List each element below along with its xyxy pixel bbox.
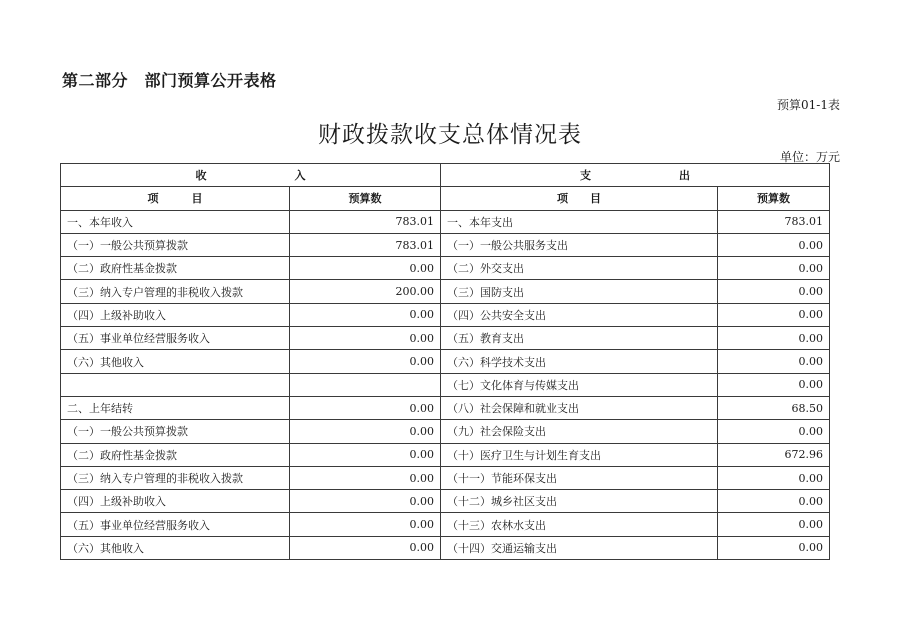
expense-value-cell: 0.00 xyxy=(718,420,830,443)
income-header: 收 入 xyxy=(61,164,441,187)
expense-item-cell: （八）社会保障和就业支出 xyxy=(441,396,718,419)
income-value-cell: 0.00 xyxy=(290,466,441,489)
income-value-cell: 0.00 xyxy=(290,513,441,536)
table-row xyxy=(61,327,830,350)
expense-value-cell: 68.50 xyxy=(718,396,830,419)
expense-item-cell: （一）一般公共服务支出 xyxy=(441,233,718,256)
expense-value-cell: 672.96 xyxy=(718,443,830,466)
expense-item-cell: （六）科学技术支出 xyxy=(441,350,718,373)
table-row xyxy=(61,490,830,513)
budget-table xyxy=(60,163,830,560)
income-item-cell: （一）一般公共预算拨款 xyxy=(61,420,290,443)
table-row xyxy=(61,443,830,466)
income-item-cell: （四）上级补助收入 xyxy=(61,490,290,513)
income-value-cell: 0.00 xyxy=(290,396,441,419)
income-value-cell: 0.00 xyxy=(290,303,441,326)
table-row xyxy=(61,513,830,536)
table-row xyxy=(61,303,830,326)
income-item-cell xyxy=(61,373,290,396)
income-item-cell: 一、本年收入 xyxy=(61,210,290,233)
expense-item-cell: （十四）交通运输支出 xyxy=(441,536,718,559)
expense-value-cell: 0.00 xyxy=(718,490,830,513)
table-row xyxy=(61,280,830,303)
income-value-cell: 0.00 xyxy=(290,490,441,513)
table-row xyxy=(61,210,830,233)
income-item-header: 项 目 xyxy=(61,187,290,210)
table-row xyxy=(61,350,830,373)
table-row xyxy=(61,396,830,419)
expense-header: 支 出 xyxy=(441,164,830,187)
table-row xyxy=(61,233,830,256)
income-item-cell: （二）政府性基金拨款 xyxy=(61,257,290,280)
income-value-cell xyxy=(290,373,441,396)
expense-item-cell: （十三）农林水支出 xyxy=(441,513,718,536)
table-row xyxy=(61,536,830,559)
income-item-cell: （三）纳入专户管理的非税收入拨款 xyxy=(61,466,290,489)
group-header-row xyxy=(61,164,830,187)
table-row xyxy=(61,257,830,280)
expense-item-cell: （二）外交支出 xyxy=(441,257,718,280)
income-value-cell: 0.00 xyxy=(290,420,441,443)
income-item-cell: （二）政府性基金拨款 xyxy=(61,443,290,466)
expense-item-cell: （十）医疗卫生与计划生育支出 xyxy=(441,443,718,466)
table-id: 预算01-1表 xyxy=(777,98,840,112)
income-value-cell: 0.00 xyxy=(290,257,441,280)
column-header-row xyxy=(61,187,830,210)
expense-value-cell: 0.00 xyxy=(718,280,830,303)
expense-item-cell: 一、本年支出 xyxy=(441,210,718,233)
income-value-cell: 783.01 xyxy=(290,210,441,233)
expense-item-header: 项 目 xyxy=(441,187,718,210)
expense-value-cell: 0.00 xyxy=(718,513,830,536)
expense-value-cell: 0.00 xyxy=(718,327,830,350)
income-item-cell: （六）其他收入 xyxy=(61,536,290,559)
income-item-cell: 二、上年结转 xyxy=(61,396,290,419)
income-value-cell: 0.00 xyxy=(290,443,441,466)
expense-value-cell: 0.00 xyxy=(718,466,830,489)
expense-budget-header: 预算数 xyxy=(718,187,830,210)
income-value-cell: 0.00 xyxy=(290,327,441,350)
income-item-cell: （六）其他收入 xyxy=(61,350,290,373)
section-title: 第二部分 部门预算公开表格 xyxy=(62,71,277,90)
expense-value-cell: 0.00 xyxy=(718,303,830,326)
income-budget-header: 预算数 xyxy=(290,187,441,210)
expense-item-cell: （十一）节能环保支出 xyxy=(441,466,718,489)
table-row xyxy=(61,373,830,396)
expense-item-cell: （四）公共安全支出 xyxy=(441,303,718,326)
income-item-cell: （三）纳入专户管理的非税收入拨款 xyxy=(61,280,290,303)
expense-value-cell: 0.00 xyxy=(718,536,830,559)
expense-item-cell: （三）国防支出 xyxy=(441,280,718,303)
income-value-cell: 783.01 xyxy=(290,233,441,256)
expense-value-cell: 0.00 xyxy=(718,233,830,256)
income-item-cell: （五）事业单位经营服务收入 xyxy=(61,327,290,350)
expense-value-cell: 0.00 xyxy=(718,257,830,280)
table-row xyxy=(61,466,830,489)
unit-label: 单位：万元 xyxy=(779,150,840,164)
income-value-cell: 0.00 xyxy=(290,536,441,559)
income-item-cell: （五）事业单位经营服务收入 xyxy=(61,513,290,536)
expense-item-cell: （七）文化体育与传媒支出 xyxy=(441,373,718,396)
expense-item-cell: （五）教育支出 xyxy=(441,327,718,350)
expense-item-cell: （十二）城乡社区支出 xyxy=(441,490,718,513)
expense-value-cell: 0.00 xyxy=(718,373,830,396)
income-item-cell: （一）一般公共预算拨款 xyxy=(61,233,290,256)
page-title: 财政拨款收支总体情况表 xyxy=(318,122,582,148)
expense-item-cell: （九）社会保险支出 xyxy=(441,420,718,443)
table-row xyxy=(61,420,830,443)
table-body xyxy=(61,210,830,559)
income-item-cell: （四）上级补助收入 xyxy=(61,303,290,326)
expense-value-cell: 0.00 xyxy=(718,350,830,373)
income-value-cell: 200.00 xyxy=(290,280,441,303)
expense-value-cell: 783.01 xyxy=(718,210,830,233)
income-value-cell: 0.00 xyxy=(290,350,441,373)
